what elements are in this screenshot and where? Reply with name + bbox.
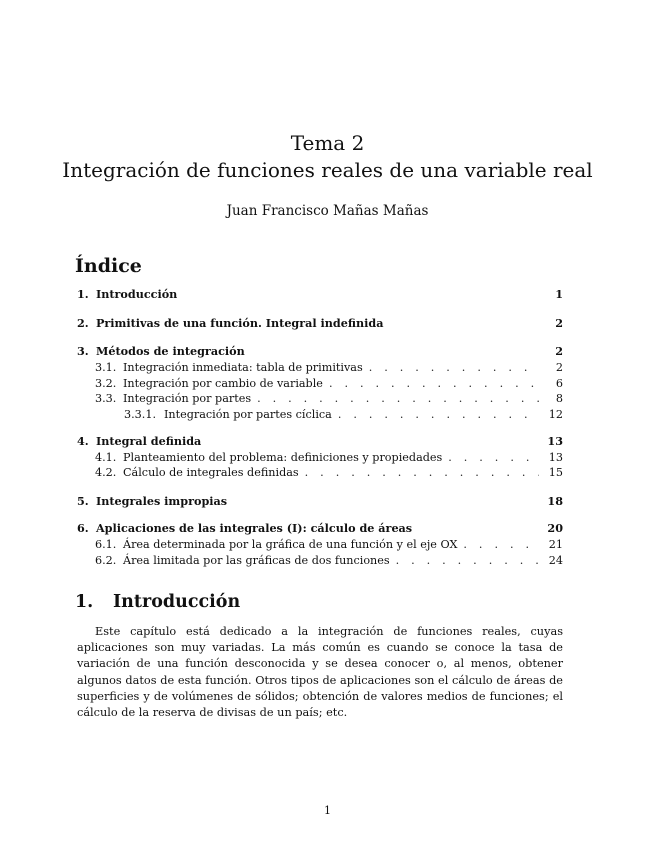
toc-leader-dots (338, 407, 539, 422)
toc-entry-6[interactable] (77, 521, 563, 536)
toc-leader-dots (463, 537, 538, 552)
document-title-line-1: Tema 2 (290, 131, 365, 155)
toc-entry-2[interactable] (77, 316, 563, 331)
toc-entry-number: 2. (77, 316, 89, 330)
toc-entry-page: 18 (547, 494, 563, 508)
toc-entry-1[interactable] (77, 287, 563, 302)
toc-entry-6-2[interactable] (77, 553, 563, 568)
toc-entry-page: 13 (548, 451, 563, 464)
toc-entry-4[interactable] (77, 434, 563, 449)
toc-entry-title: Integral definida (96, 434, 202, 448)
toc-entry-title: Cálculo de integrales definidas (123, 466, 299, 479)
toc-entry-page: 1 (555, 287, 563, 301)
toc-entry-page: 2 (555, 344, 563, 358)
toc-entry-page: 24 (548, 554, 563, 567)
toc-entry-number: 3. (77, 344, 89, 358)
section-number: 1. (75, 592, 94, 612)
toc-entry-5[interactable] (77, 494, 563, 509)
toc-entry-number: 3.3.1. (124, 408, 157, 421)
toc-entry-number: 6.1. (95, 538, 117, 551)
toc-entry-number: 4.2. (95, 466, 117, 479)
toc-entry-6-1[interactable] (77, 537, 563, 552)
toc-entry-title: Integración por partes (123, 392, 252, 405)
toc-leader-dots (369, 360, 539, 375)
intro-paragraph: Este capítulo está dedicado a la integración de funciones reales, cuyas aplicaciones son muy variadas. La más común es cuando se conoce la tasa de variación de una función desconocida y se desea conocer o, al menos, obtener algunos datos de esta función. Otros tipos de aplicaciones son el cálculo de áreas de superficies y de volúmenes de sólidos; obtención de valores medios de funciones; el cálculo de la reserva de divisas de un país; etc. (77, 625, 563, 720)
toc-entry-page: 12 (548, 408, 563, 421)
toc-entry-title: Aplicaciones de las integrales (I): cálculo de áreas (96, 521, 413, 535)
toc-entry-page: 6 (555, 377, 563, 390)
toc-entry-title: Integración por cambio de variable (123, 377, 323, 390)
toc-leader-dots (257, 391, 539, 406)
toc-entry-title: Área limitada por las gráficas de dos funciones (123, 554, 390, 567)
document-author: Juan Francisco Mañas Mañas (226, 203, 429, 219)
toc-entry-number: 3.2. (95, 377, 117, 390)
toc-entry-3-2[interactable] (77, 376, 563, 391)
toc-entry-page: 2 (555, 361, 563, 374)
toc-entry-number: 6.2. (95, 554, 117, 567)
toc-entry-3-3[interactable] (77, 391, 563, 406)
toc-entry-number: 3.3. (95, 392, 117, 405)
toc-entry-3-1[interactable] (77, 360, 563, 375)
toc-entry-number: 4.1. (95, 451, 117, 464)
toc-leader-dots (305, 465, 539, 480)
toc-entry-number: 3.1. (95, 361, 117, 374)
toc-leader-dots (448, 450, 538, 465)
toc-entry-title: Planteamiento del problema: definiciones y propiedades (123, 451, 443, 464)
toc-entry-title: Integrales impropias (96, 494, 228, 508)
toc-entry-3-3-1[interactable] (77, 407, 563, 422)
toc-leader-dots (329, 376, 539, 391)
toc-leader-dots (396, 553, 539, 568)
toc-entry-number: 5. (77, 494, 89, 508)
toc-entry-page: 20 (547, 521, 563, 535)
page-number: 1 (324, 804, 331, 817)
toc-entry-title: Primitivas de una función. Integral indefinida (96, 316, 384, 330)
toc-entry-title: Introducción (96, 287, 178, 301)
toc-entry-page: 13 (547, 434, 563, 448)
toc-entry-title: Integración inmediata: tabla de primitivas (123, 361, 363, 374)
toc-entry-page: 8 (555, 392, 563, 405)
toc-entry-number: 4. (77, 434, 89, 448)
toc-entry-page: 2 (555, 316, 563, 330)
document-title-line-2: Integración de funciones reales de una variable real (62, 158, 593, 182)
toc-entry-4-1[interactable] (77, 450, 563, 465)
section-heading (75, 590, 240, 614)
toc-entry-number: 1. (77, 287, 89, 301)
toc-entry-title: Métodos de integración (96, 344, 245, 358)
toc-entry-title: Área determinada por la gráfica de una función y el eje OX (123, 538, 458, 551)
toc-entry-page: 15 (548, 466, 563, 479)
toc-entry-3[interactable] (77, 344, 563, 359)
section-title: Introducción (113, 592, 241, 612)
toc-entry-number: 6. (77, 521, 89, 535)
toc-heading: Índice (75, 255, 142, 277)
toc-entry-title: Integración por partes cíclica (164, 408, 332, 421)
toc-entry-page: 21 (548, 538, 563, 551)
toc-entry-4-2[interactable] (77, 465, 563, 480)
